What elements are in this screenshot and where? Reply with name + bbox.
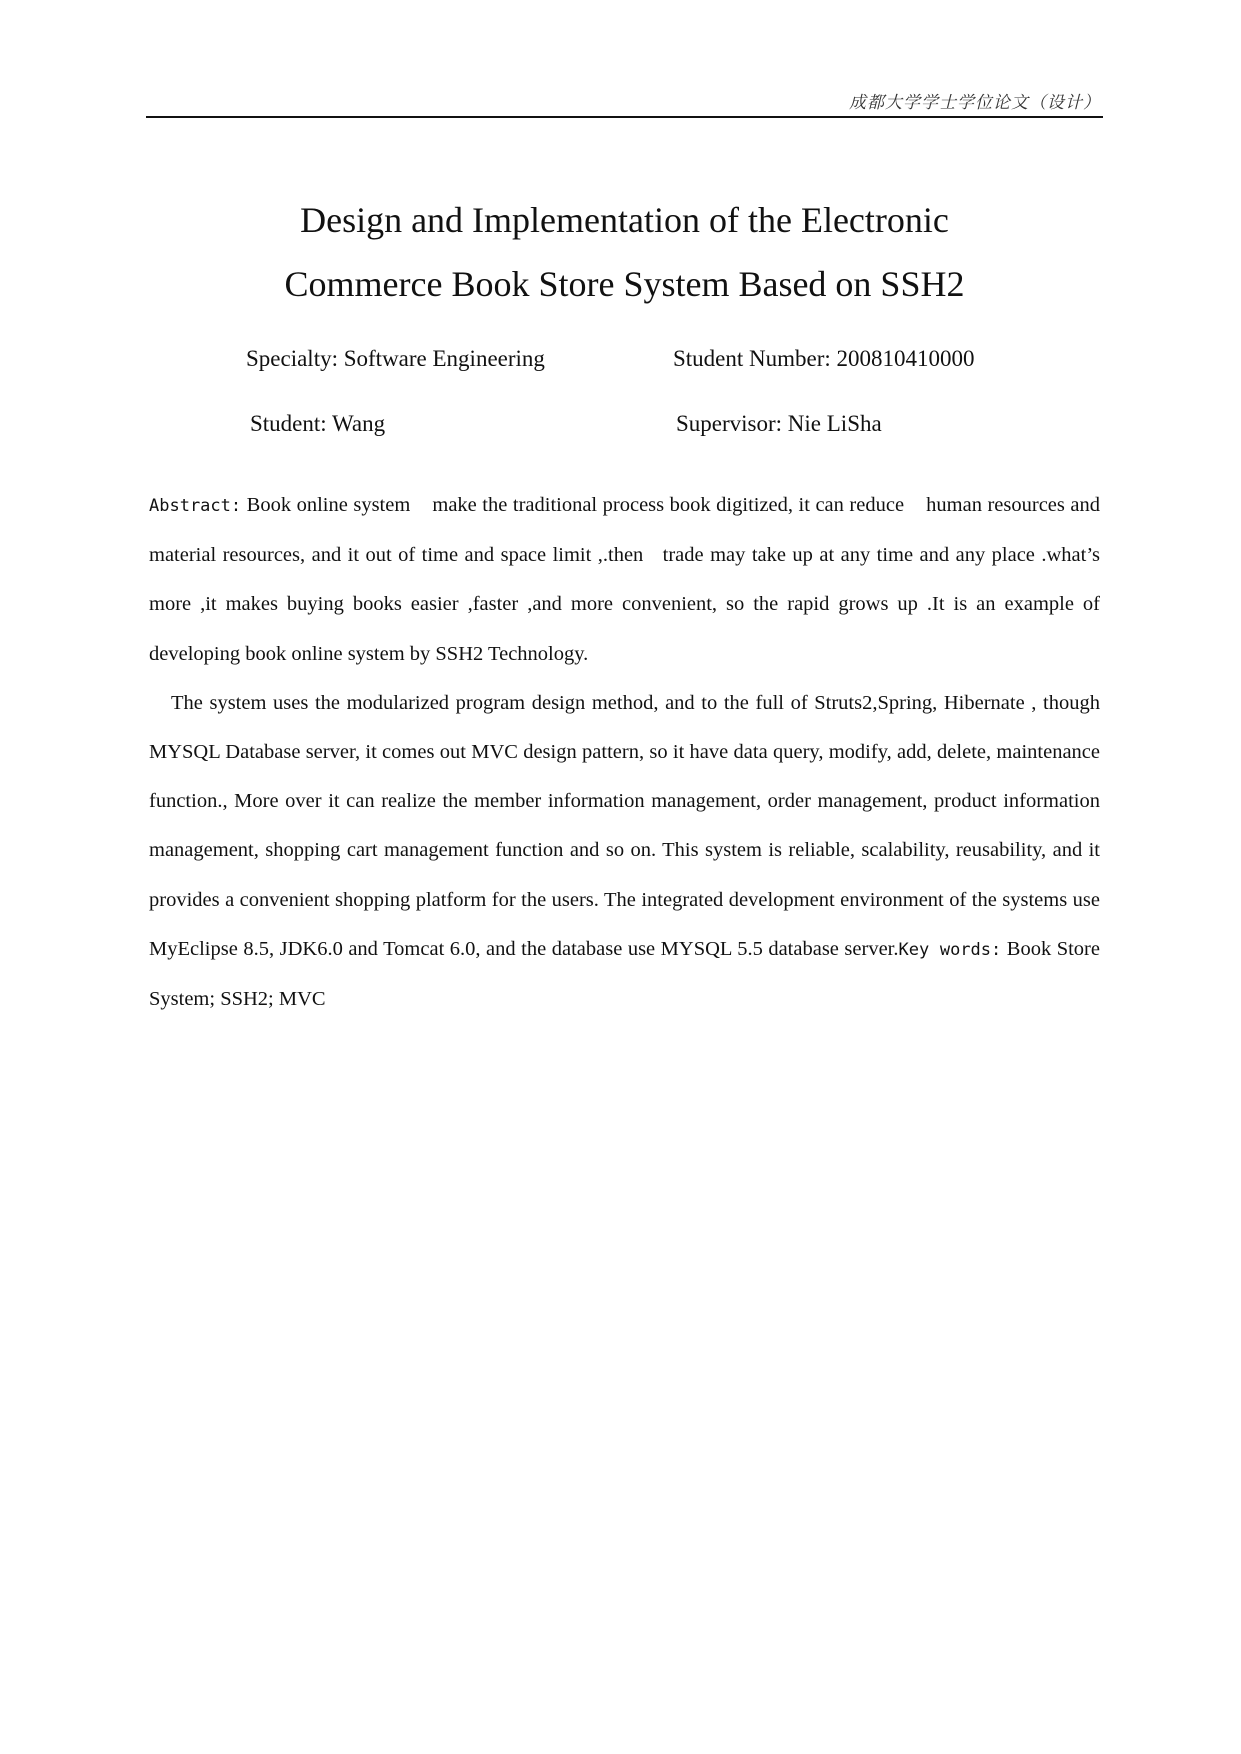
page-header: [146, 86, 1103, 118]
title-line-1: Design and Implementation of the Electronic: [300, 200, 949, 240]
thesis-title: [146, 188, 1103, 316]
student-field: Student: Wang: [250, 411, 386, 436]
abstract-paragraph-2: [149, 679, 1100, 1024]
keywords-text: Book Store System; SSH2; MVC: [149, 937, 1100, 1011]
supervisor-field: Supervisor: Nie LiSha: [676, 411, 882, 436]
keywords-label: Key words:: [898, 939, 1002, 960]
specialty-field: Specialty: Software Engineering: [246, 346, 545, 371]
title-line-2: Commerce Book Store System Based on SSH2: [284, 264, 965, 304]
header-title: 成都大学学士学位论文（设计）: [849, 93, 1101, 113]
abstract-section: [149, 481, 1100, 1024]
abstract-text-1: Book online system make the traditional process book digitized, it can reduce human resources and material resources, and it out of time and space limit ,.then trade may take up at any time and any place .what’s more ,it makes buying books easier ,faster ,and more convenient, so the rapid grows up .It is an example of developing book online system by SSH2 Technology.: [149, 494, 1100, 665]
abstract-text-2: The system uses the modularized program design method, and to the full of Struts2,Spring, Hibernate , though MYSQL Database server, it comes out MVC design pattern, so it have data query, modify, add, delete, maintenance function., More over it can realize the member information management, order management, product information management, shopping cart management function and so on. This system is reliable, scalability, reusability, and it provides a convenient shopping platform for the users. The integrated development environment of the systems use MyEclipse 8.5, JDK6.0 and Tomcat 6.0, and the database use MYSQL 5.5 database server.: [149, 691, 1100, 960]
abstract-paragraph-1: [149, 481, 1100, 679]
abstract-label: Abstract:: [149, 496, 242, 516]
student-number-field: Student Number: 200810410000: [673, 346, 975, 371]
